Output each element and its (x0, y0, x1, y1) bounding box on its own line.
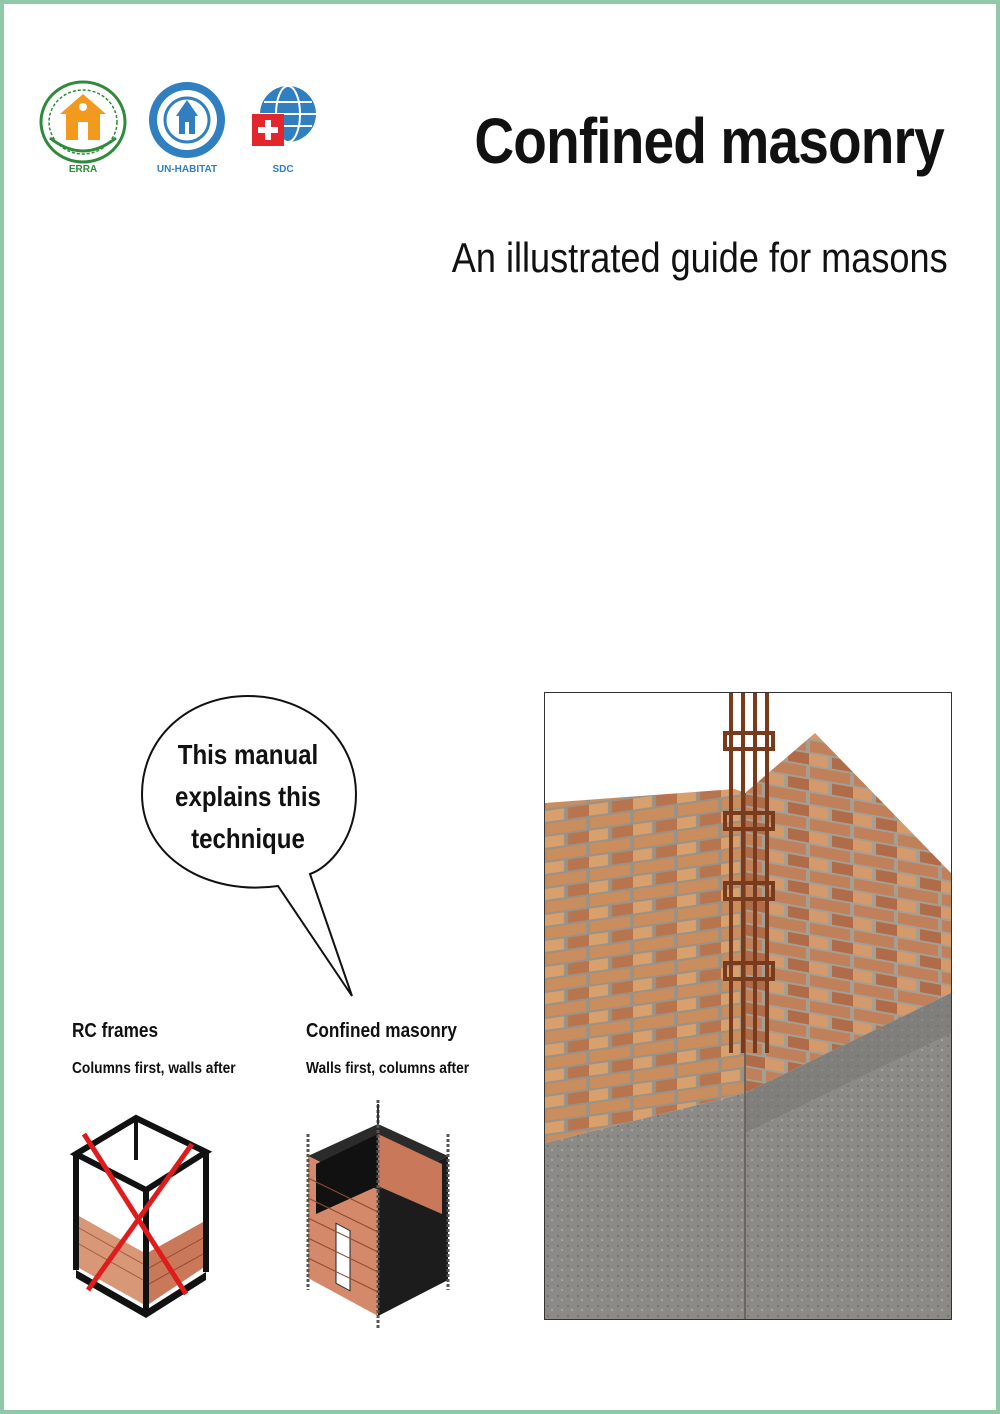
rc-frames-subtitle: Columns first, walls after (72, 1060, 236, 1077)
un-habitat-logo (142, 80, 232, 180)
sdc-logo (248, 80, 318, 180)
rc-frame-diagram (66, 1104, 216, 1324)
erra-label: ERRA (68, 164, 98, 175)
brick-wall-photo (544, 692, 952, 1320)
confined-masonry-diagram (296, 1094, 466, 1334)
confined-masonry-title: Confined masonry (306, 1020, 457, 1042)
callout-text (153, 734, 342, 860)
un-habitat-label: UN-HABITAT (156, 164, 218, 175)
erra-logo (38, 80, 128, 180)
rc-frames-title: RC frames (72, 1020, 159, 1042)
callout-line: technique (191, 823, 305, 854)
confined-masonry-subtitle: Walls first, columns after (306, 1060, 470, 1077)
sdc-label: SDC (272, 164, 294, 175)
callout-line: This manual (177, 739, 319, 770)
cover-subtitle: An illustrated guide for masons (452, 234, 948, 281)
logo-row (38, 80, 318, 180)
callout-line: explains this (175, 781, 321, 812)
speech-bubble (138, 690, 378, 1010)
cover-title: Confined masonry (474, 105, 944, 177)
